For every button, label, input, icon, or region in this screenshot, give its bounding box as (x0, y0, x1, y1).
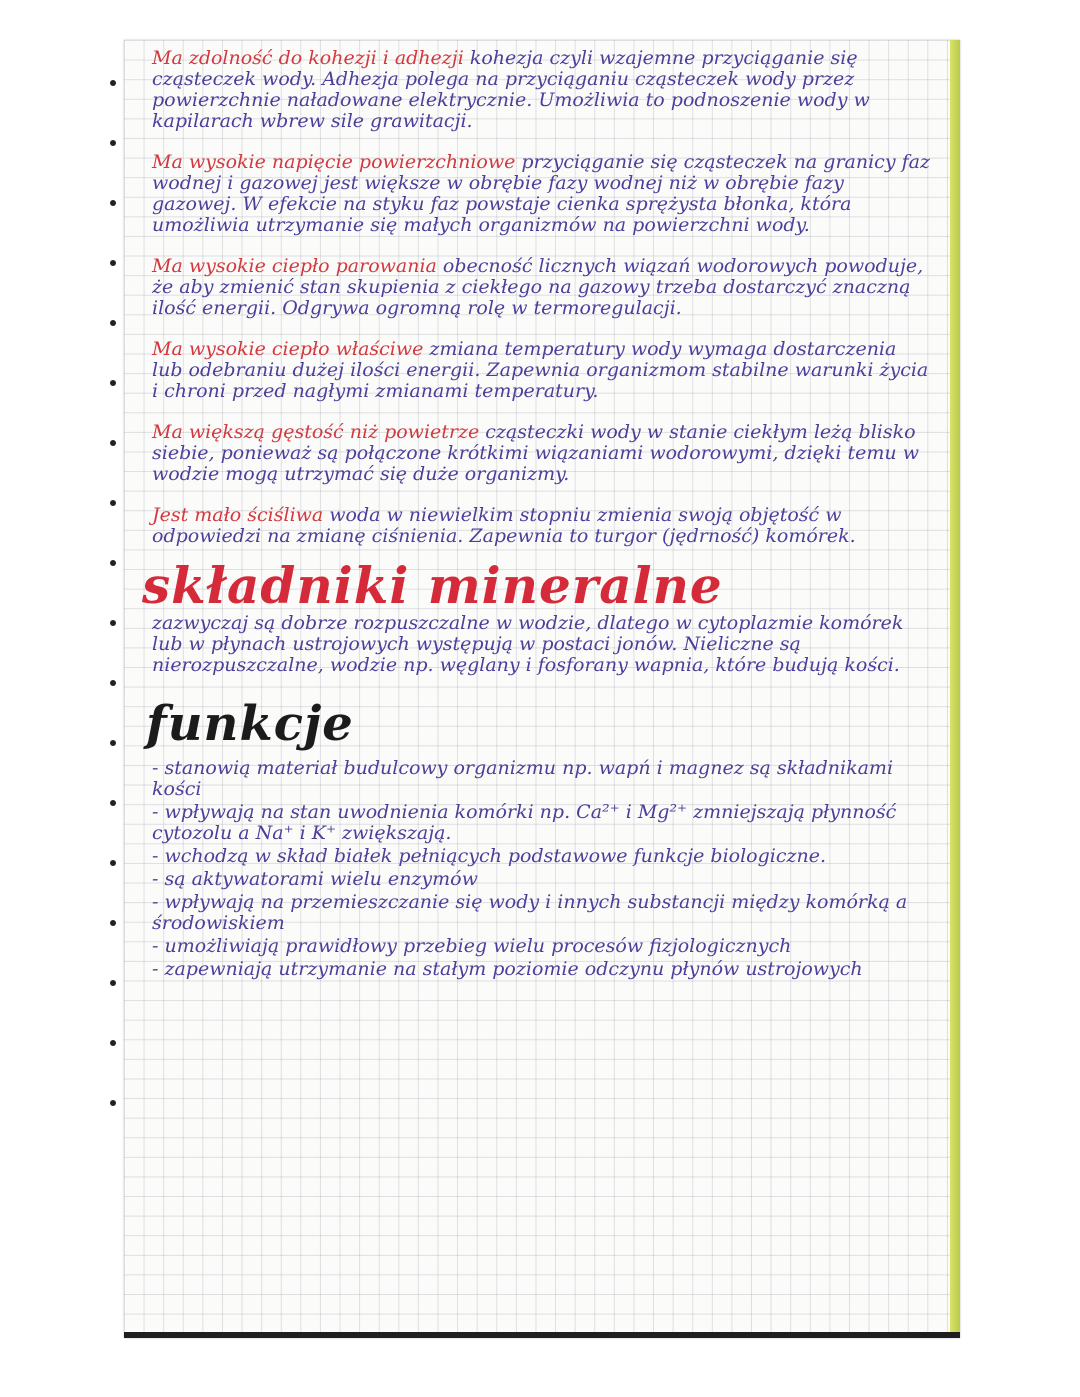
paragraph-text: przyciąganie się cząsteczek na granicy faz wodnej i gazowej jest większe w obrębie fazy wodnej niż w obrębie fazy gazowej. W efekcie na styku faz powstaje cienka sprężysta błonka, która umożliwia utrzymanie się małych organizmów na powierzchni wody. (152, 151, 930, 236)
paragraph-term: Ma większą gęstość niż powietrze (152, 421, 480, 443)
list-item: - stanowią materiał budulcowy organizmu np. wapń i magnez są składnikami kości (152, 757, 894, 800)
paragraph-text: obecność licznych wiązań wodorowych powoduje, że aby zmienić stan skupienia z ciekłego na gazowy trzeba dostarczyć znaczną ilość energii. Odgrywa ogromną rolę w termoregulacji. (152, 255, 924, 319)
handwritten-notes (142, 47, 932, 982)
functions-list (152, 758, 932, 980)
note-paragraph-specific-heat (152, 339, 932, 402)
section-intro: zazwyczaj są dobrze rozpuszczalne w wodzie, dlatego w cytoplazmie komórek lub w płynach ustrojowych występują w postaci jonów. Nieliczne są nierozpuszczalne, wodzie np. węglany i fosforany wapnia, które budują kości. (152, 612, 904, 676)
notebook-bottom-edge (124, 1332, 960, 1338)
list-item: - są aktywatorami wielu enzymów (152, 868, 478, 890)
list-item: - zapewniają utrzymanie na stałym poziomie odczynu płynów ustrojowych (152, 958, 863, 980)
paragraph-term: Jest mało ściśliwa (152, 504, 324, 526)
list-item: - wpływają na stan uwodnienia komórki np. Ca²⁺ i Mg²⁺ zmniejszają płynność cytozolu a Na⁺ i K⁺ zwiększają. (152, 801, 897, 844)
list-item: - umożliwiają prawidłowy przebieg wielu procesów fizjologicznych (152, 935, 792, 957)
paragraph-text: zmiana temperatury wody wymaga dostarczenia lub odebraniu dużej ilości energii. Zapewnia organizmom stabilne warunki życia i chroni przed nagłymi zmianami temperatury. (152, 338, 929, 402)
paragraph-term: Ma wysokie ciepło parowania (152, 255, 437, 277)
notebook-edge (950, 40, 960, 1338)
note-paragraph-density (152, 422, 932, 485)
paragraph-text: woda w niewielkim stopniu zmienia swoją objętość w odpowiedzi na zmianę ciśnienia. Zapewnia to turgor (jędrność) komórek. (152, 504, 856, 547)
note-paragraph-surface-tension (152, 152, 932, 236)
section-heading: składniki mineralne (142, 556, 723, 615)
paragraph-text: kohezja czyli wzajemne przyciąganie się cząsteczek wody. Adhezja polega na przyciąganiu cząsteczek wody przez powierzchnie naładowane elektrycznie. Umożliwia to podnoszenie wody w kapilarach wbrew sile grawitacji. (152, 47, 870, 132)
list-item: - wchodzą w skład białek pełniących podstawowe funkcje biologiczne. (152, 845, 827, 867)
note-paragraph-vaporization-heat (152, 256, 932, 319)
note-paragraph-cohesion (152, 48, 932, 132)
functions-heading: funkcje (146, 696, 354, 752)
paragraph-term: Ma wysokie ciepło właściwe (152, 338, 424, 360)
note-paragraph-compressibility (152, 505, 932, 547)
paragraph-term: Ma zdolność do kohezji i adhezji (152, 47, 464, 69)
paragraph-term: Ma wysokie napięcie powierzchniowe (152, 151, 516, 173)
notebook-page (124, 40, 960, 1338)
paragraph-text: cząsteczki wody w stanie ciekłym leżą blisko siebie, ponieważ są połączone krótkimi wiązaniami wodorowymi, dzięki temu w wodzie mogą utrzymać się duże organizmy. (152, 421, 919, 485)
notebook-binding-holes (106, 60, 122, 1300)
list-item: - wpływają na przemieszczanie się wody i innych substancji między komórką a środowiskiem (152, 891, 908, 934)
